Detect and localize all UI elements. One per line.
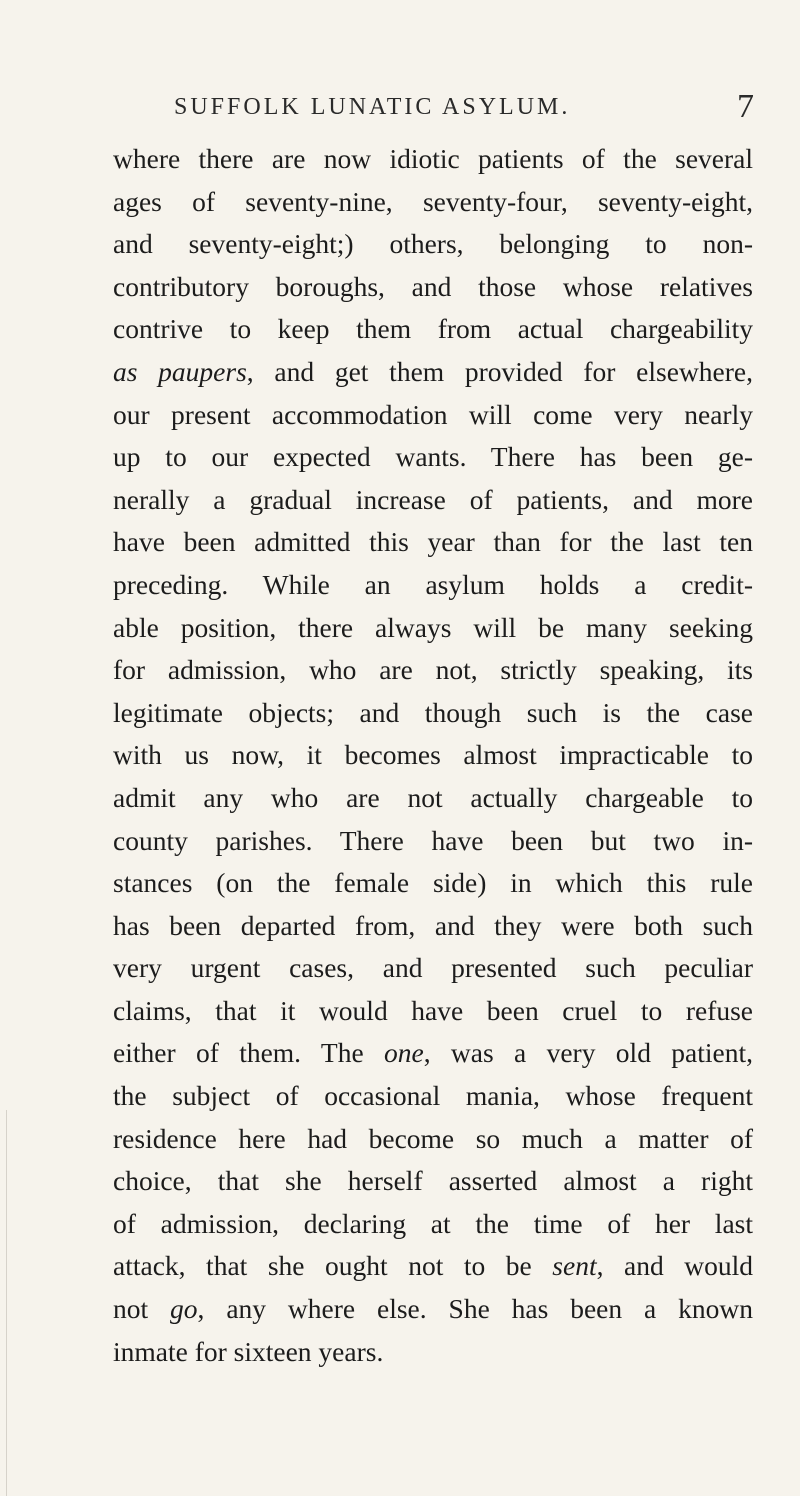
text-line: claims, that it would have been cruel to refuse [113, 994, 753, 1026]
text-line [113, 1032, 753, 1075]
italic-text: sent [552, 1250, 597, 1282]
text-segment: , was a very old patient, [423, 1037, 753, 1069]
text-line: our present accommodation will come very nearly [113, 398, 753, 430]
text-line: where there are now idiotic patients of the several [113, 143, 753, 174]
text-line: up to our expected wants. There has been ge- [113, 441, 753, 473]
text-line: contributory boroughs, and those whose relatives [113, 270, 753, 302]
text-line: contrive to keep them from actual chargeability [113, 313, 753, 345]
text-line: for admission, who are not, strictly speaking, its [113, 654, 753, 686]
text-segment: not [113, 1293, 171, 1325]
text-line: with us now, it becomes almost impracticable to [113, 739, 753, 771]
text-line: very urgent cases, and presented such peculiar [113, 952, 753, 984]
text-line: choice, that she herself asserted almost a right [113, 1165, 753, 1197]
text-line: preceding. While an asylum holds a credit- [113, 568, 753, 600]
text-line: ages of seventy-nine, seventy-four, seventy-eight, [113, 185, 753, 217]
text-line: legitimate objects; and though such is the case [113, 696, 753, 728]
text-segment: either of them. The [113, 1037, 384, 1069]
text-line [113, 1245, 753, 1288]
text-segment: , and would [596, 1250, 753, 1282]
running-head [174, 88, 754, 128]
text-line [113, 351, 753, 394]
italic-text: go [170, 1293, 198, 1325]
text-line: has been departed from, and they were both such [113, 909, 753, 941]
text-line: the subject of occasional mania, whose frequent [113, 1080, 753, 1112]
text-line: able position, there always will be many seeking [113, 611, 753, 643]
text-line [113, 1288, 753, 1331]
text-line: county parishes. There have been but two in- [113, 824, 753, 856]
text-line: have been admitted this year than for the last ten [113, 526, 753, 558]
running-title: SUFFOLK LUNATIC ASYLUM. [174, 94, 571, 120]
text-segment: , any where else. She has been a known [197, 1293, 754, 1325]
text-line: residence here had become so much a matter of [113, 1122, 753, 1154]
text-line: stances (on the female side) in which this rule [113, 867, 753, 899]
body-text [113, 138, 753, 1373]
text-segment: , and get them provided for elsewhere, [246, 355, 753, 387]
text-line: and seventy-eight;) others, belonging to non- [113, 228, 753, 260]
text-line: inmate for sixteen years. [113, 1335, 384, 1367]
text-line: admit any who are not actually chargeable to [113, 781, 753, 813]
italic-text: as paupers [113, 355, 247, 387]
page-edge-rule [6, 1110, 7, 1496]
text-line: of admission, declaring at the time of her last [113, 1207, 753, 1239]
italic-text: one [384, 1037, 424, 1069]
text-line: nerally a gradual increase of patients, and more [113, 483, 753, 515]
text-segment: attack, that she ought not to be [113, 1250, 553, 1282]
page-number: 7 [737, 88, 754, 125]
